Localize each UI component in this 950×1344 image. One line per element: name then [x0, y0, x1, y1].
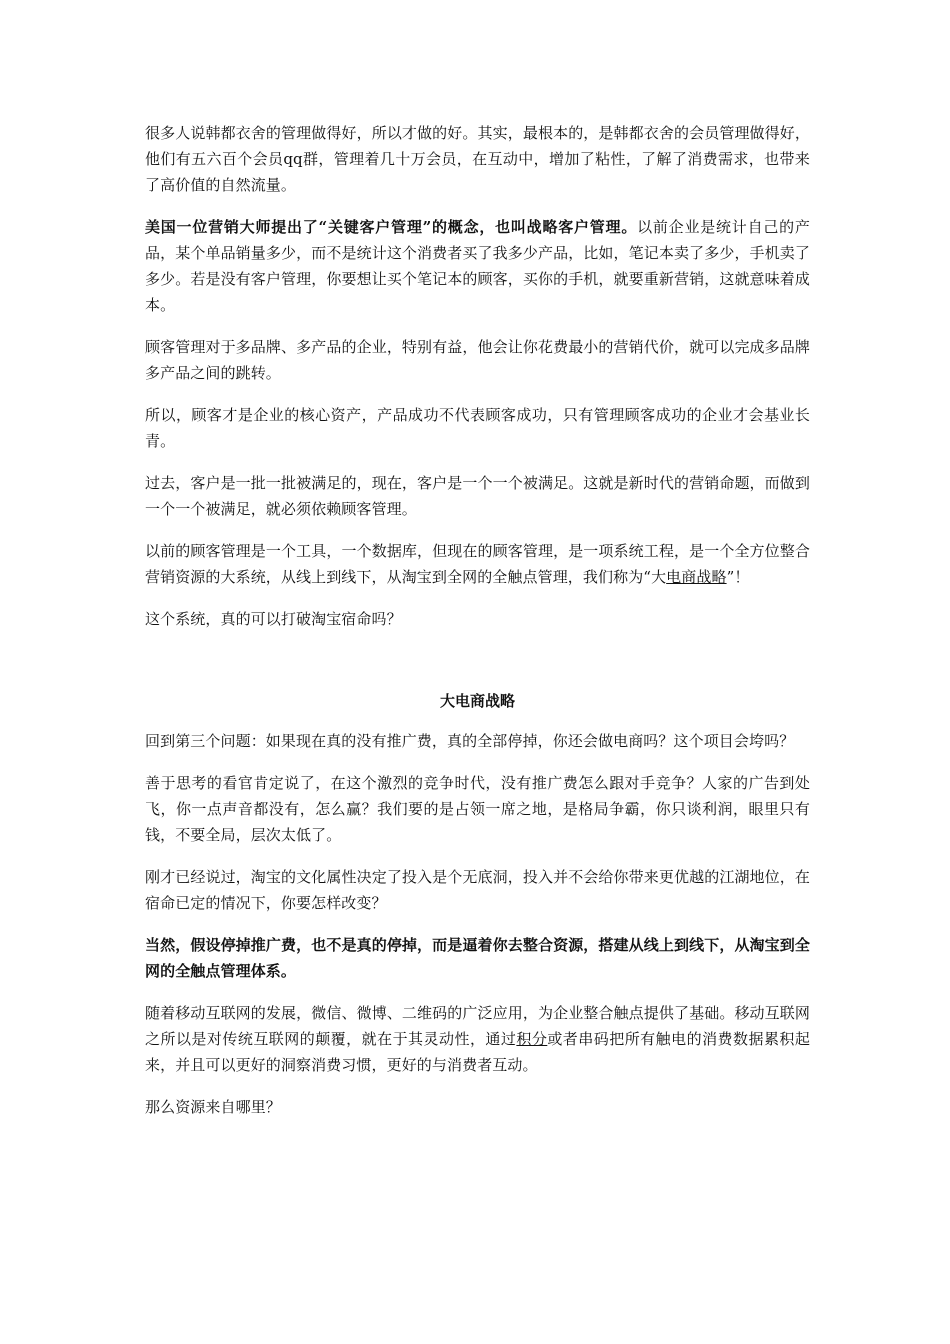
paragraph-text: 那么资源来自哪里？: [145, 1098, 281, 1116]
section-title: 大电商战略: [439, 692, 515, 710]
paragraph-text: 很多人说韩都衣舍的管理做得好，所以才做的好。其实，最根本的，是韩都衣舍的会员管理做得好，他们有五六百个会员qq群，管理着几十万会员，在互动中，增加了粘性，了解了消费需求，也带来了高价值的自然流量。: [145, 124, 810, 194]
paragraph-third-question: [145, 728, 810, 754]
paragraph-multi-brand: [145, 334, 810, 386]
bold-lead-sentence: 美国一位营销大师提出了“关键客户管理”的概念，也叫战略客户管理。: [145, 218, 638, 236]
ecommerce-strategy-link[interactable]: 电商战略: [666, 568, 727, 586]
paragraph-text: 善于思考的看官肯定说了，在这个激烈的竞争时代，没有推广费怎么跟对手竞争？人家的广告到处飞，你一点声音都没有，怎么赢？我们要的是占领一席之地，是格局争霸，你只谈利润，眼里只有钱，不要全局，层次太低了。: [145, 774, 810, 844]
paragraph-question-fate: [145, 606, 810, 632]
paragraph-core-asset: [145, 402, 810, 454]
bold-statement: 当然，假设停掉推广费，也不是真的停掉，而是逼着你去整合资源，搭建从线上到线下，从淘宝到全网的全触点管理体系。: [145, 936, 810, 980]
paragraph-one-by-one: [145, 470, 810, 522]
paragraph-text: 刚才已经说过，淘宝的文化属性决定了投入是个无底洞，投入并不会给你带来更优越的江湖地位，在宿命已定的情况下，你要怎样改变？: [145, 868, 810, 912]
paragraph-text: 顾客管理对于多品牌、多产品的企业，特别有益，他会让你花费最小的营销代价，就可以完成多品牌多产品之间的跳转。: [145, 338, 810, 382]
paragraph-key-account-management: [145, 214, 810, 318]
paragraph-competition: [145, 770, 810, 848]
paragraph-text: 所以，顾客才是企业的核心资产，产品成功不代表顾客成功，只有管理顾客成功的企业才会基业长青。: [145, 406, 810, 450]
paragraph-text: 这个系统，真的可以打破淘宝宿命吗？: [145, 610, 402, 628]
paragraph-text: 回到第三个问题：如果现在真的没有推广费，真的全部停掉，你还会做电商吗？这个项目会垮吗？: [145, 732, 795, 750]
paragraph-bottomless-pit: [145, 864, 810, 916]
paragraph-text: 或者串码把所有触电的消费数据累积起来，并且可以更好的洞察消费习惯，更好的与消费者互动。: [145, 1030, 811, 1074]
paragraph-text: 以前企业是统计自己的产品，某个单品销量多少，而不是统计这个消费者买了我多少产品，比如，笔记本卖了多少，手机卖了多少。若是没有客户管理，你要想让买个笔记本的顾客，买你的手机，就要重新营销，这就意味着成本。: [145, 218, 810, 314]
paragraph-mobile-internet: [145, 1000, 810, 1078]
paragraph-resources-question: [145, 1094, 810, 1120]
paragraph-text: 随着移动互联网的发展，微信、微博、二维码的广泛应用，为企业整合触点提供了基础。移动互联网之所以是对传统互联网的颠覆，就在于其灵动性，通过: [145, 1004, 810, 1048]
points-link[interactable]: 积分: [516, 1030, 548, 1048]
paragraph-system-engineering: [145, 538, 810, 590]
paragraph-integrate-resources: [145, 932, 810, 984]
paragraph-text: ”！: [726, 568, 750, 586]
paragraph-text: 以前的顾客管理是一个工具，一个数据库，但现在的顾客管理，是一项系统工程，是一个全方位整合营销资源的大系统，从线上到线下，从淘宝到全网的全触点管理，我们称为“大: [145, 542, 810, 586]
paragraph-handu-membership: [145, 120, 810, 198]
paragraph-text: 过去，客户是一批一批被满足的，现在，客户是一个一个被满足。这就是新时代的营销命题，而做到一个一个被满足，就必须依赖顾客管理。: [145, 474, 810, 518]
document-body: [145, 120, 810, 1136]
